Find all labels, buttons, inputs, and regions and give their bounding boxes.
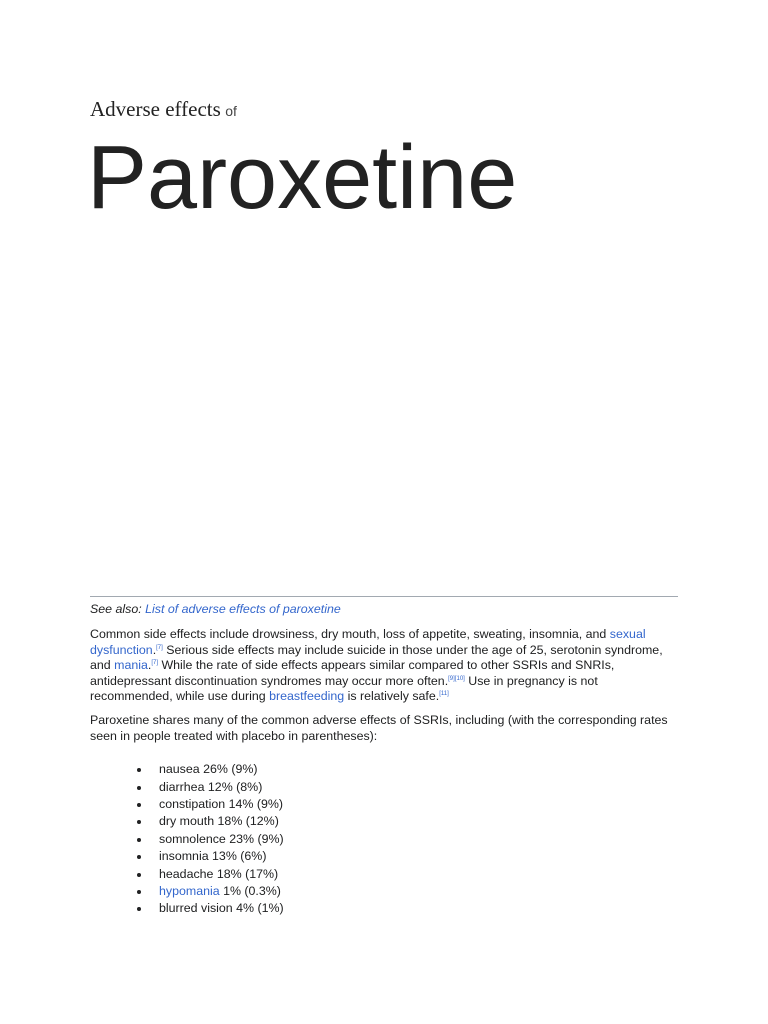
citation-7[interactable]: [7] bbox=[151, 660, 158, 667]
list-item bbox=[159, 883, 678, 900]
list-item bbox=[159, 900, 678, 917]
list-item bbox=[159, 761, 678, 778]
effect-name: blurred vision bbox=[159, 901, 233, 916]
effect-rate: 4% (1%) bbox=[232, 901, 284, 916]
citation-9[interactable]: [9] bbox=[448, 675, 455, 682]
effect-name: diarrhea bbox=[159, 779, 205, 794]
paragraph-text: is relatively safe. bbox=[344, 689, 440, 704]
list-item bbox=[159, 813, 678, 830]
paragraph-text: Common side effects include drowsiness, dry mouth, loss of appetite, sweating, insomnia, and bbox=[90, 627, 610, 641]
effect-name: somnolence bbox=[159, 831, 226, 846]
paragraph-text: While the rate of side effects appears similar compared to other SSRIs and SNRIs, antidepressant discontinuation syndromes may occur more often. bbox=[90, 658, 615, 688]
effect-rate: 26% (9%) bbox=[199, 762, 258, 777]
hypomania-link[interactable]: hypomania bbox=[159, 884, 220, 898]
adverse-effects-list-link[interactable]: List of adverse effects of paroxetine bbox=[145, 602, 341, 616]
effect-rate: 12% (8%) bbox=[204, 779, 263, 794]
effect-name: nausea bbox=[159, 762, 200, 777]
divider bbox=[90, 596, 678, 597]
paragraph-text: Use in pregnancy is not recommended, while use during bbox=[90, 673, 598, 704]
list-item bbox=[159, 848, 678, 865]
effect-name: headache bbox=[159, 866, 214, 881]
section-heading-text: Adverse effects bbox=[90, 97, 221, 121]
paragraph-side-effects bbox=[90, 627, 678, 705]
citation-10[interactable]: [10] bbox=[454, 675, 465, 682]
effect-rate: 1% (0.3%) bbox=[219, 884, 281, 898]
paragraph-text: . bbox=[152, 642, 157, 657]
citation-7[interactable]: [7] bbox=[156, 644, 163, 651]
breastfeeding-link[interactable]: breastfeeding bbox=[269, 689, 345, 704]
list-item bbox=[159, 866, 678, 883]
article-content bbox=[90, 601, 678, 918]
hatnote bbox=[90, 601, 678, 617]
paragraph-ssri-effects: Paroxetine shares many of the common adverse effects of SSRIs, including (with the corresponding rates seen in people treated with placebo in parentheses): bbox=[90, 712, 668, 743]
section-heading bbox=[90, 97, 237, 122]
section-heading-connector: of bbox=[225, 103, 237, 119]
paragraph-text: Serious side effects may include suicide in those under the age of 25, serotonin syndrome, and bbox=[90, 642, 663, 673]
effect-rate: 23% (9%) bbox=[225, 831, 284, 846]
effect-rate: 18% (17%) bbox=[213, 866, 279, 881]
paragraph-text: . bbox=[147, 658, 152, 673]
mania-link[interactable]: mania bbox=[114, 658, 148, 673]
list-item bbox=[159, 779, 678, 796]
adverse-effects-list bbox=[90, 761, 678, 918]
list-item bbox=[159, 796, 678, 813]
sexual-dysfunction-link[interactable]: sexual dysfunction bbox=[90, 627, 646, 657]
hatnote-prefix: See also: bbox=[90, 602, 142, 616]
effect-name: insomnia bbox=[159, 849, 209, 864]
effect-name: dry mouth bbox=[159, 814, 215, 829]
page-title: Paroxetine bbox=[87, 128, 518, 228]
list-item bbox=[159, 831, 678, 848]
effect-name: constipation bbox=[159, 796, 226, 811]
effect-rate: 14% (9%) bbox=[225, 796, 283, 811]
citation-11[interactable]: [11] bbox=[439, 691, 449, 698]
effect-rate: 13% (6%) bbox=[208, 849, 267, 864]
effect-rate: 18% (12%) bbox=[214, 814, 279, 829]
